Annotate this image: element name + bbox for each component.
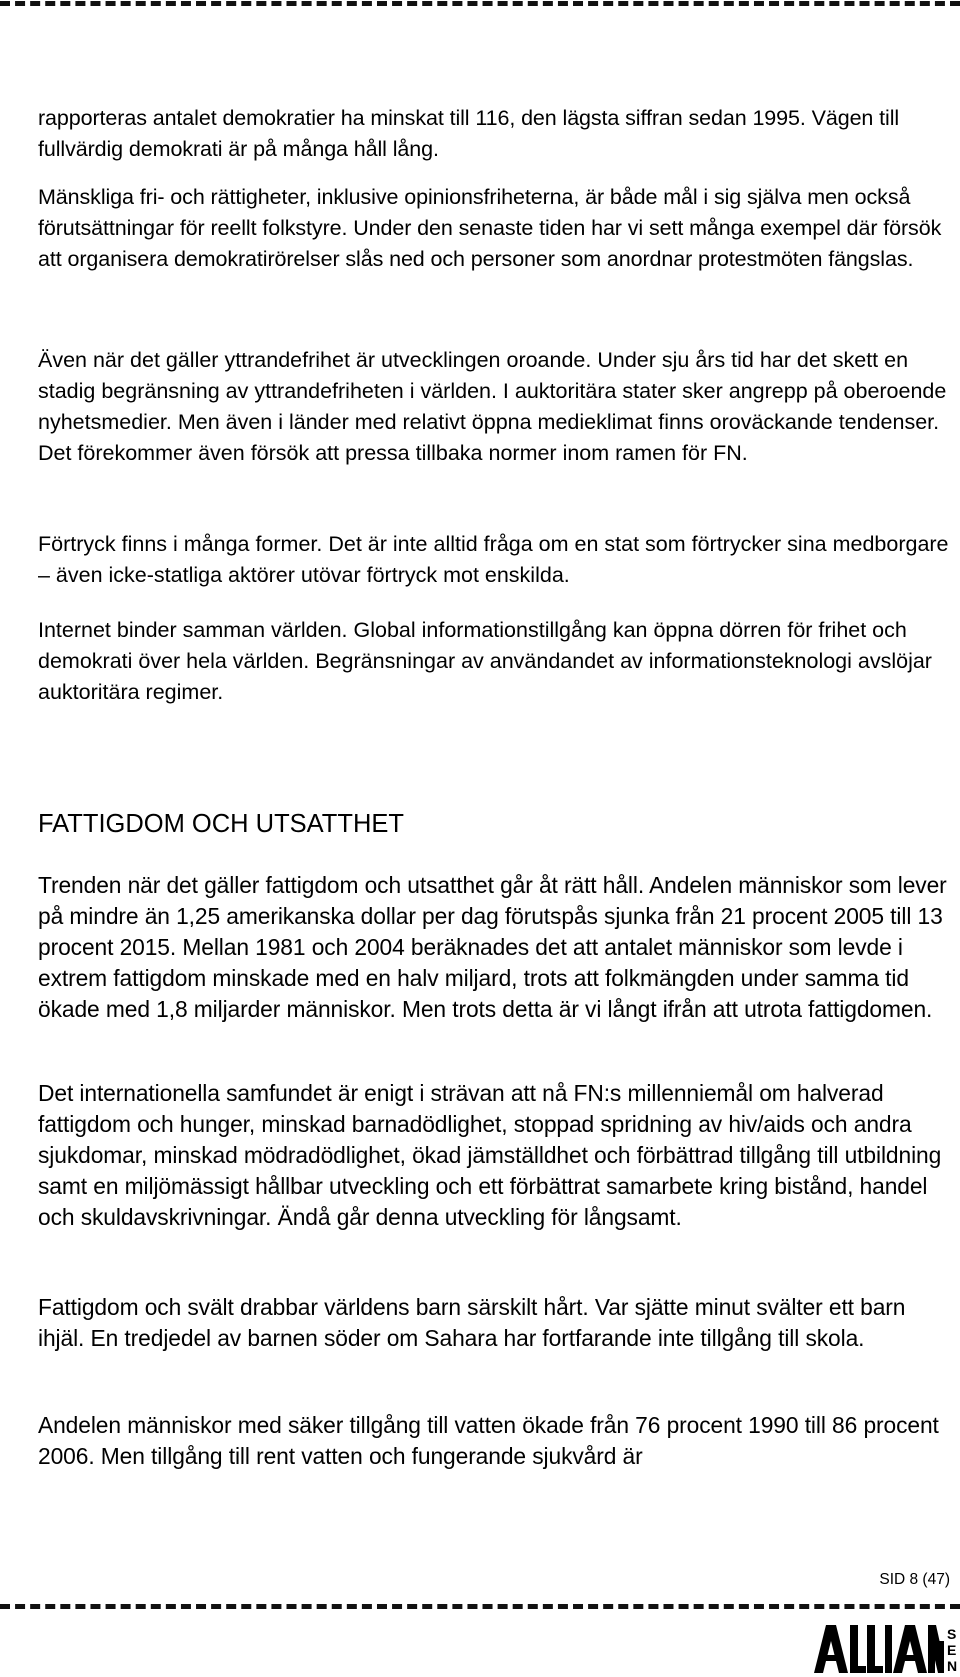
paragraph-text: Det internationella samfundet är enigt i strävan att nå FN:s millenniemål om halverad fattigdom och hunger, minskad barnadödlighet, stoppad spridning av hiv/aids och andra sjukdomar, minskad mödradödlighet, ökad jämställdhet och förbättrad tillgång till utbildning samt en miljömässigt hållbar utveckling och ett förbättrat samarbete kring bistånd, handel och skuldavskrivningar. Ändå går denna utveckling för långsamt. — [38, 1080, 942, 1230]
paragraph-5 — [38, 615, 950, 708]
paragraph-text: Förtryck finns i många former. Det är inte alltid fråga om en stat som förtrycker sina medborgare – även icke-statliga aktörer utövar förtryck mot enskilda. — [38, 532, 949, 587]
paragraph-text: Internet binder samman världen. Global informationstillgång kan öppna dörren för frihet och demokrati över hela världen. Begränsningar av användandet av informationsteknologi avslöjar auktoritära regimer. — [38, 618, 932, 704]
paragraph-3 — [38, 345, 950, 469]
paragraph-text: Andelen människor med säker tillgång till vatten ökade från 76 procent 1990 till 86 procent 2006. Men tillgång till rent vatten och fungerande sjukvård är — [38, 1412, 939, 1469]
svg-text:S: S — [947, 1626, 957, 1642]
svg-text:E: E — [947, 1642, 957, 1658]
alliansen-logo — [812, 1611, 960, 1677]
section-paragraph-2 — [38, 1078, 950, 1233]
page-number: SID 8 (47) — [879, 1571, 950, 1588]
paragraph-text: Fattigdom och svält drabbar världens barn särskilt hårt. Var sjätte minut svälter ett barn ihjäl. En tredjedel av barnen söder om Sahara har fortfarande inte tillgång till skola. — [38, 1294, 906, 1351]
svg-text:N: N — [947, 1658, 958, 1674]
bottom-dashed-rule — [0, 1604, 960, 1609]
section-paragraph-4 — [38, 1410, 950, 1472]
paragraph-text: rapporteras antalet demokratier ha minskat till 116, den lägsta siffran sedan 1995. Vägen till fullvärdig demokrati är på många håll lång. — [38, 106, 900, 161]
paragraph-2 — [38, 182, 950, 275]
section-paragraph-1 — [38, 870, 950, 1025]
section-paragraph-3 — [38, 1292, 950, 1354]
paragraph-text: Trenden när det gäller fattigdom och utsatthet går åt rätt håll. Andelen människor som lever på mindre än 1,25 amerikanska dollar per dag förutspås sjunka från 21 procent 2005 till 13 procent 2015. Mellan 1981 och 2004 beräknades det att antalet människor som levde i extrem fattigdom minskade med en halv miljard, trots att folkmängden under samma tid ökade med 1,8 miljarder människor. Men trots detta är vi långt ifrån att utrota fattigdomen. — [38, 872, 947, 1022]
paragraph-4 — [38, 529, 950, 591]
top-dashed-rule — [0, 1, 960, 6]
section-heading: FATTIGDOM OCH UTSATTHET — [38, 810, 404, 838]
paragraph-text: Även när det gäller yttrandefrihet är utvecklingen oroande. Under sju års tid har det skett en stadig begränsning av yttrandefriheten i världen. I auktoritära stater sker angrepp på oberoende nyhetsmedier. Men även i länder med relativt öppna medieklimat finns oroväckande tendenser. Det förekommer även försök att pressa tillbaka normer inom ramen för FN. — [38, 348, 947, 465]
paragraph-text: Mänskliga fri- och rättigheter, inklusive opinionsfriheterna, är både mål i sig själva men också förutsättningar för reellt folkstyre. Under den senaste tiden har vi sett många exempel där försök att organisera demokratirörelser slås ned och personer som anordnar protestmöten fängslas. — [38, 185, 942, 271]
paragraph-1 — [38, 103, 950, 165]
section-heading-block — [38, 808, 950, 840]
